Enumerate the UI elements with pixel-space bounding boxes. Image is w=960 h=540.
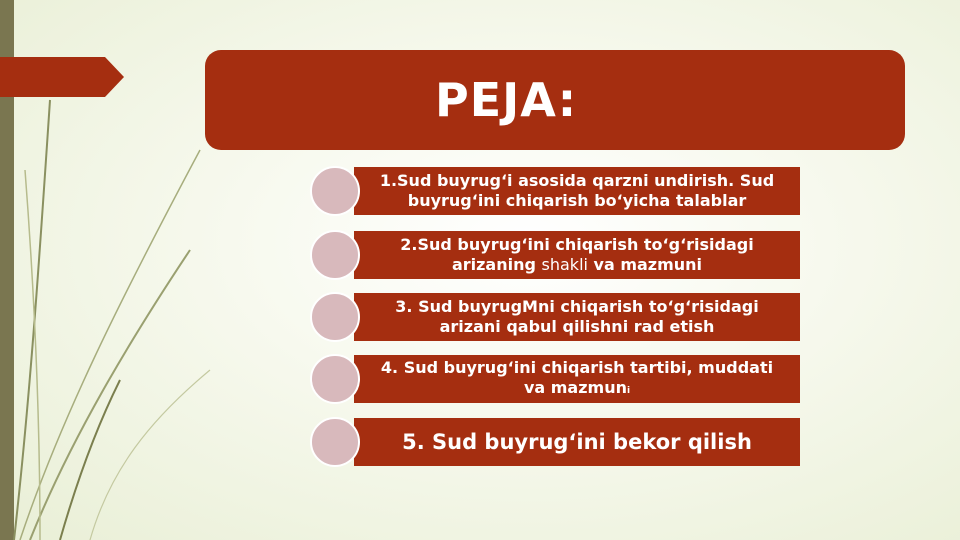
list-item-2 (310, 231, 800, 279)
bullet-circle (310, 292, 360, 342)
bullet-circle (310, 417, 360, 467)
bullet-circle (310, 354, 360, 404)
item-3-line-2: arizani qabul qilishni rad etish (439, 317, 715, 336)
title-banner (205, 50, 905, 150)
list-item-3 (310, 293, 800, 341)
bullet-circle (310, 230, 360, 280)
list-item-bar (354, 293, 800, 341)
item-4-line-2b: i (626, 385, 631, 396)
list-item-bar (354, 418, 800, 466)
item-4-line-2 (381, 378, 773, 401)
item-2-line-2c: va mazmuni (587, 255, 703, 274)
item-1-line-2: buyrug‘ini chiqarish bo‘yicha talablar (407, 191, 747, 210)
list-item-1 (310, 167, 800, 215)
item-2-line-2 (400, 255, 753, 275)
decorative-arrow (0, 57, 124, 97)
list-item-bar (354, 167, 800, 215)
item-2-line-2b: shakli (541, 255, 588, 274)
list-item-4 (310, 355, 800, 403)
item-4-line-1: 4. Sud buyrug‘ini chiqarish tartibi, muddati (380, 357, 774, 377)
list-item-5 (310, 418, 800, 466)
slide-title: PEJA: (435, 73, 578, 127)
item-2-line-1: 2.Sud buyrug‘ini chiqarish to‘g‘risidagi (400, 235, 754, 254)
bullet-circle (310, 166, 360, 216)
item-4-line-2a: va mazmun (523, 377, 627, 397)
item-5-line-1: 5. Sud buyrug‘ini bekor qilish (402, 430, 752, 454)
list-item-bar (354, 355, 800, 403)
item-2-line-2a: arizaning (451, 255, 542, 274)
item-1-line-1: 1.Sud buyrug‘i asosida qarzni undirish. Sud (379, 171, 775, 190)
list-item-bar (354, 231, 800, 279)
item-3-line-1: 3. Sud buyrugMni chiqarish to‘g‘risidagi (395, 297, 759, 316)
